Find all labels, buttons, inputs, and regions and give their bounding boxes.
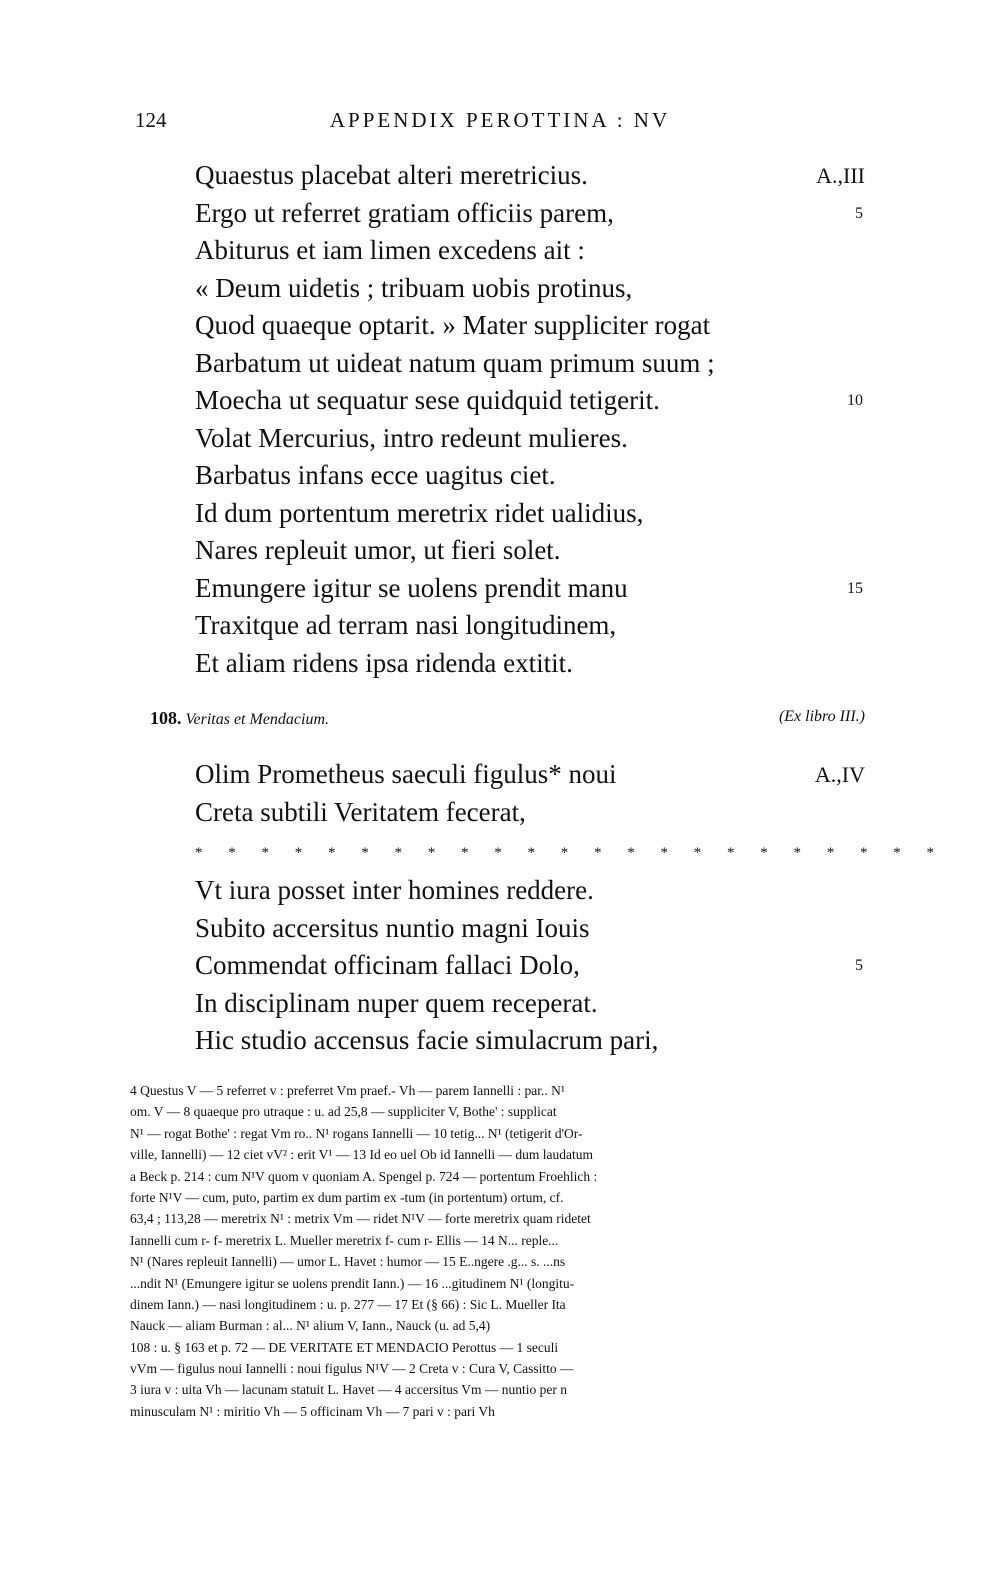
verse-line [195, 382, 865, 420]
verse-line [195, 532, 865, 570]
verse-text: Quod quaeque optarit. » Mater suppliciter rogat [195, 310, 711, 340]
verse-line [195, 1022, 865, 1060]
verse-line [195, 947, 865, 985]
verse-marker: 10 [847, 392, 863, 409]
verse-text: In disciplinam nuper quem receperat. [195, 987, 598, 1018]
verse-text: Volat Mercurius, intro redeunt mulieres. [195, 422, 628, 453]
apparatus-line: ville, Iannelli) — 12 ciet vV² : erit V¹ — 13 Id eo uel Ob id Iannelli — dum laudatum [130, 1147, 593, 1163]
apparatus-line: dinem Iann.) — nasi longitudinem : u. p. 277 — 17 Et (§ 66) : Sic L. Mueller Ita [130, 1296, 566, 1312]
apparatus-line: 63,4 ; 113,28 — meretrix N¹ : metrix Vm — ridet N¹V — forte meretrix quam ridetet [130, 1211, 591, 1227]
verse-line [195, 872, 865, 910]
apparatus-line: Iannelli cum r- f- meretrix L. Mueller meretrix f- cum r- Ellis — 14 N... reple... [130, 1232, 559, 1248]
verse-line [195, 345, 865, 383]
apparatus-line: Nauck — aliam Burman : al... N¹ alium V, Iann., Nauck (u. ad 5,4) [130, 1318, 491, 1334]
verse-line [195, 645, 865, 683]
fable-title: Veritas et Mendacium. [185, 711, 330, 728]
apparatus-line: a Beck p. 214 : cum N¹V quom v quoniam A. Spengel p. 724 — portentum Froehlich : [130, 1168, 598, 1184]
apparatus-line: om. V — 8 quaeque pro utraque : u. ad 25,8 — suppliciter V, Bothe' : supplicat [130, 1104, 557, 1120]
verse-line [195, 985, 865, 1023]
verse-text: Subito accersitus nuntio magni Iouis [195, 912, 590, 943]
apparatus-line: 3 iura v : uita Vh — lacunam statuit L. Havet — 4 accersitus Vm — nuntio per n [130, 1382, 568, 1398]
apparatus-line: 4 Questus V — 5 referret v : preferret Vm praef.- Vh — parem Iannelli : par.. N¹ [130, 1083, 565, 1098]
verse-marker: 15 [847, 579, 863, 597]
verse-text: Barbatum ut uideat natum quam primum suum ; [195, 347, 715, 378]
verse-text: Emungere igitur se uolens prendit manu [195, 572, 628, 603]
verse-line [195, 232, 865, 270]
verse-text: Commendat officinam fallaci Dolo, [195, 950, 580, 980]
verse-line [195, 157, 865, 195]
verse-marker: A.,IV [814, 762, 865, 787]
apparatus-line: minusculam N¹ : miritio Vh — 5 officinam Vh — 7 pari v : pari Vh [130, 1403, 495, 1419]
lacuna-stars: * * * * * * * * * * * * * * * * * * * * * * * [195, 845, 945, 861]
apparatus-line: forte N¹V — cum, puto, partim ex dum partim ex -tum (in portentum) ortum, cf. [130, 1189, 564, 1205]
verse-line [195, 495, 865, 533]
page-header [135, 108, 865, 138]
verse-line [195, 756, 865, 794]
verse-line [195, 457, 865, 495]
apparatus-line: ...ndit N¹ (Emungere igitur se uolens prendit Iann.) — 16 ...gitudinem N¹ (longitu- [130, 1275, 575, 1291]
verse-text: Hic studio accensus facie simulacrum pari, [195, 1025, 659, 1055]
verse-line [195, 570, 865, 608]
verse-text: Vt iura posset inter homines reddere. [195, 875, 594, 905]
apparatus-line: N¹ — rogat Bothe' : regat Vm ro.. N¹ rogans Iannelli — 10 tetig... N¹ (tetigerit d'Or- [130, 1125, 583, 1141]
verse-line [195, 420, 865, 458]
verse-text: Creta subtili Veritatem fecerat, [195, 796, 526, 827]
verse-block [195, 157, 865, 682]
verse-text: Nares repleuit umor, ut fieri solet. [195, 535, 561, 565]
verse-line [195, 270, 865, 308]
fable-heading [150, 708, 865, 738]
verse-line [195, 794, 865, 832]
apparatus-line: vVm — figulus noui Iannelli : noui figulus N¹V — 2 Creta v : Cura V, Cassitto — [130, 1361, 574, 1377]
verse-text: Id dum portentum meretrix ridet ualidius, [195, 497, 644, 528]
verse-block [195, 872, 865, 1060]
fable-number: 108. [150, 708, 182, 728]
verse-text: Traxitque ad terram nasi longitudinem, [195, 610, 617, 640]
verse-block [195, 756, 865, 831]
verse-line [195, 195, 865, 233]
fable-source: (Ex libro III.) [778, 708, 865, 725]
verse-marker: 5 [855, 957, 863, 974]
apparatus-line: 108 : u. § 163 et p. 72 — DE VERITATE ET MENDACIO Perottus — 1 seculi [130, 1339, 559, 1355]
verse-line [195, 307, 865, 345]
verse-marker: A.,III [816, 163, 865, 188]
verse-text: Olim Prometheus saeculi figulus* noui [195, 759, 617, 789]
verse-text: « Deum uidetis ; tribuam uobis protinus, [195, 272, 633, 303]
page-number: 124 [135, 108, 167, 132]
verse-line [195, 607, 865, 645]
verse-text: Quaestus placebat alteri meretricius. [195, 160, 588, 190]
verse-text: Et aliam ridens ipsa ridenda extitit. [195, 647, 573, 678]
verse-text: Barbatus infans ecce uagitus ciet. [195, 460, 556, 490]
running-title: APPENDIX PEROTTINA : NV [329, 108, 671, 132]
verse-text: Abiturus et iam limen excedens ait : [195, 235, 585, 265]
apparatus-line: N¹ (Nares repleuit Iannelli) — umor L. Havet : humor — 15 E..ngere .g... s. ...ns [130, 1254, 566, 1270]
verse-line [195, 910, 865, 948]
critical-apparatus [130, 1080, 865, 1422]
verse-text: Moecha ut sequatur sese quidquid tetigerit. [195, 385, 660, 415]
verse-marker: 5 [855, 204, 863, 222]
verse-text: Ergo ut referret gratiam officiis parem, [195, 197, 614, 228]
